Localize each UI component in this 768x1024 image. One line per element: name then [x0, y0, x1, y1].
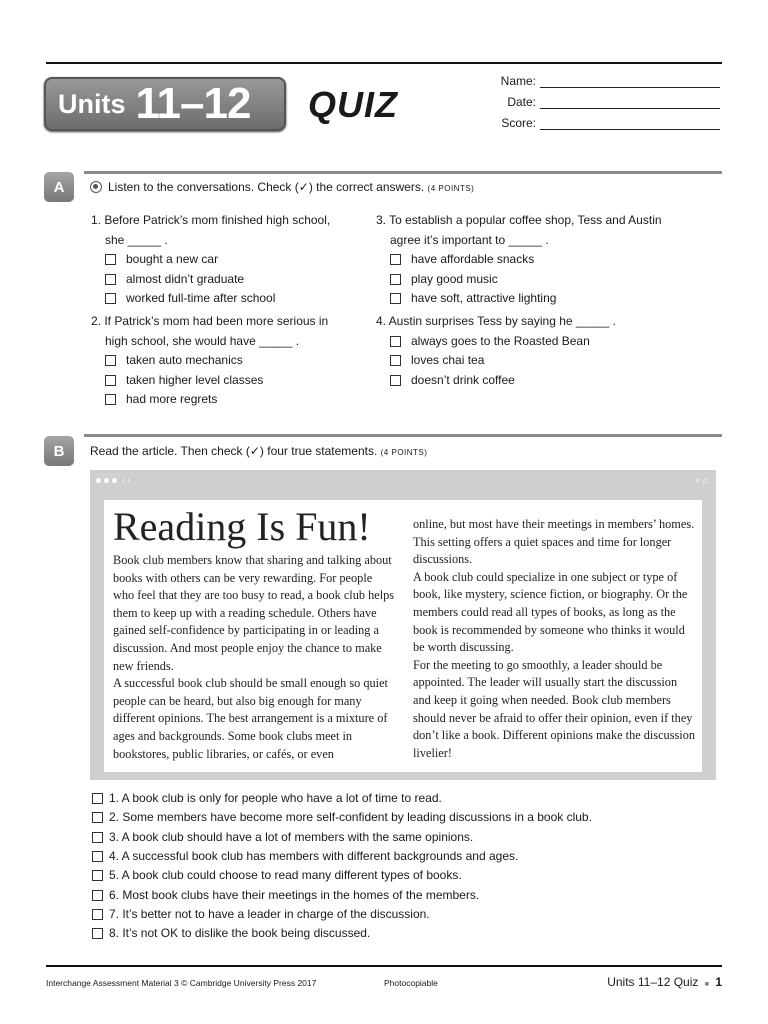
- checkbox[interactable]: [92, 793, 103, 804]
- checkbox[interactable]: [390, 375, 401, 386]
- statement-1[interactable]: [92, 791, 442, 805]
- question-4-option-a[interactable]: [376, 332, 616, 352]
- checkbox[interactable]: [105, 375, 116, 386]
- section-a-instruction-text: Listen to the conversations. Check (✓) the correct answers.: [108, 180, 425, 194]
- question-4-option-b[interactable]: [376, 351, 616, 371]
- units-range: 11–12: [135, 79, 251, 128]
- question-3-stem: 3. To establish a popular coffee shop, Tess and Austin: [376, 213, 662, 227]
- statement-text: 4. A successful book club has members with different backgrounds and ages.: [109, 849, 519, 863]
- question-3-stem-cont: agree it’s important to _____ .: [390, 232, 549, 247]
- date-field[interactable]: [470, 95, 720, 109]
- footer-photocopiable: Photocopiable: [384, 978, 438, 988]
- footer-rule: [46, 965, 722, 967]
- option-label: play good music: [411, 271, 498, 286]
- checkbox[interactable]: [390, 274, 401, 285]
- statement-text: 1. A book club is only for people who have a lot of time to read.: [109, 791, 442, 805]
- checkbox[interactable]: [92, 890, 103, 901]
- score-line[interactable]: [540, 117, 720, 130]
- name-label: Name:: [500, 74, 536, 88]
- option-label: have soft, attractive lighting: [411, 291, 557, 305]
- article: [104, 500, 702, 772]
- section-a-points: (4 POINTS): [427, 184, 475, 193]
- article-title: Reading Is Fun!: [113, 504, 371, 549]
- units-word: Units: [58, 88, 126, 119]
- score-field[interactable]: [470, 116, 720, 130]
- checkbox[interactable]: [92, 928, 103, 939]
- section-b-instruction: [90, 444, 427, 458]
- question-4: [376, 312, 616, 390]
- question-1-stem-cont: she _____ .: [105, 232, 168, 247]
- article-paragraph: A book club could specialize in one subject or type of book, like mystery, science fiction, or biography. Or the members could read all types of books, as long as the book is recommended by someone who thinks it would be worth discussing.: [413, 569, 688, 655]
- browser-toolbar: [90, 470, 716, 490]
- section-a-badge: A: [44, 172, 74, 202]
- top-rule: [46, 62, 722, 64]
- section-b-rule: [84, 434, 722, 437]
- option-label: had more regrets: [126, 392, 218, 406]
- question-2-stem-cont: high school, she would have _____ .: [105, 333, 300, 348]
- score-label: Score:: [501, 116, 536, 130]
- section-b-badge: B: [44, 436, 74, 466]
- option-label: bought a new car: [126, 252, 219, 266]
- article-paragraph: online, but most have their meetings in members’ homes. This setting offers a quiet spaces and time for longer discussions.: [413, 517, 695, 567]
- statement-6[interactable]: [92, 888, 479, 902]
- checkbox[interactable]: [92, 851, 103, 862]
- page-label: Units 11–12 Quiz: [607, 975, 699, 989]
- statement-text: 8. It’s not OK to dislike the book being discussed.: [109, 926, 371, 940]
- article-browser-frame: [90, 470, 716, 780]
- question-1-stem: 1. Before Patrick’s mom finished high school,: [91, 213, 331, 227]
- statement-text: 3. A book club should have a lot of members with the same opinions.: [109, 830, 474, 844]
- question-2: [91, 312, 328, 410]
- date-line[interactable]: [540, 96, 720, 109]
- statement-8[interactable]: [92, 926, 370, 940]
- statement-2[interactable]: [92, 810, 592, 824]
- back-forward-icon: ‹ ›: [122, 475, 131, 485]
- question-1-option-a[interactable]: [91, 250, 330, 270]
- question-4-option-c[interactable]: [376, 371, 616, 391]
- audio-icon[interactable]: [90, 181, 102, 193]
- option-label: taken auto mechanics: [126, 353, 243, 367]
- date-label: Date:: [507, 95, 536, 109]
- question-1-option-c[interactable]: [91, 289, 330, 309]
- page-number: 1: [715, 975, 722, 989]
- quiz-title: QUIZ: [308, 84, 398, 125]
- option-label: almost didn’t graduate: [126, 271, 245, 286]
- checkbox[interactable]: [390, 355, 401, 366]
- article-paragraph: For the meeting to go smoothly, a leader should be appointed. The leader will usually start the discussion and keep it going when needed. Book club members should never be afraid to offer their opinion, even if they don’t like a book. Different opinions make the discussion livelier!: [413, 657, 695, 760]
- statement-text: 7. It’s better not to have a leader in charge of the discussion.: [109, 907, 430, 921]
- question-1: [91, 211, 330, 309]
- section-a-instruction: [90, 180, 474, 194]
- statement-text: 5. A book club could choose to read many different types of books.: [109, 868, 462, 882]
- statement-text: 2. Some members have become more self-confident by leading discussions in a book club.: [109, 810, 592, 824]
- option-label: always goes to the Roasted Bean: [411, 333, 590, 348]
- checkbox[interactable]: [105, 274, 116, 285]
- question-3: [376, 211, 662, 309]
- article-paragraph: A successful book club should be small enough so quiet people can be heard, but also big enough for many different opinions. The best arrangement is a mixture of ages and backgrounds. Some book clubs meet in bookstores, public libraries, or cafés, or even: [113, 676, 388, 761]
- checkbox[interactable]: [92, 909, 103, 920]
- section-a-rule: [84, 171, 722, 174]
- option-label: have affordable snacks: [411, 252, 535, 266]
- checkbox[interactable]: [92, 870, 103, 881]
- question-2-option-b[interactable]: [91, 371, 328, 391]
- checkbox[interactable]: [390, 293, 401, 304]
- units-badge: [44, 77, 286, 131]
- question-3-option-b[interactable]: [376, 270, 662, 290]
- statement-text: 6. Most book clubs have their meetings in the homes of the members.: [109, 888, 480, 902]
- option-label: taken higher level classes: [126, 372, 264, 387]
- checkbox[interactable]: [92, 832, 103, 843]
- section-b-points: (4 POINTS): [380, 448, 428, 457]
- checkbox[interactable]: [105, 394, 116, 405]
- window-dot-icon: [104, 478, 109, 483]
- question-2-stem: 2. If Patrick’s mom had been more serious in: [91, 314, 329, 328]
- statement-7[interactable]: [92, 907, 430, 921]
- question-2-option-c[interactable]: [91, 390, 328, 410]
- question-1-option-b[interactable]: [91, 270, 330, 290]
- name-field[interactable]: [470, 74, 720, 88]
- checkbox[interactable]: [105, 355, 116, 366]
- section-b-instruction-text: Read the article. Then check (✓) four true statements.: [90, 444, 378, 458]
- separator-icon: ■: [704, 981, 709, 988]
- option-label: worked full-time after school: [126, 291, 276, 305]
- checkbox[interactable]: [390, 254, 401, 265]
- checkbox[interactable]: [390, 336, 401, 347]
- statement-5[interactable]: [92, 868, 462, 882]
- question-3-option-a[interactable]: [376, 250, 662, 270]
- footer-page-label: [607, 975, 722, 989]
- question-2-option-a[interactable]: [91, 351, 328, 371]
- question-3-option-c[interactable]: [376, 289, 662, 309]
- article-column-2: [413, 516, 697, 762]
- checkbox[interactable]: [105, 254, 116, 265]
- window-dot-icon: [112, 478, 117, 483]
- option-label: loves chai tea: [411, 353, 485, 367]
- footer-copyright: Interchange Assessment Material 3 © Cambridge University Press 2017: [46, 978, 317, 988]
- name-line[interactable]: [540, 75, 720, 88]
- article-paragraph: Book club members know that sharing and talking about books with others can be very rewarding. For people who feel that they are too busy to read, a book club helps them to keep up with a reading schedule. Others have gained self-confidence by participating in or leading a discussion. And most people enjoy the chance to make new friends.: [113, 553, 395, 673]
- statement-3[interactable]: [92, 830, 473, 844]
- article-column-1: [113, 552, 395, 763]
- search-home-icon: ⌕ ⌂: [695, 474, 708, 485]
- statement-4[interactable]: [92, 849, 518, 863]
- checkbox[interactable]: [92, 812, 103, 823]
- window-dot-icon: [96, 478, 101, 483]
- checkbox[interactable]: [105, 293, 116, 304]
- option-label: doesn’t drink coffee: [411, 372, 515, 387]
- question-4-stem: 4. Austin surprises Tess by saying he _____ .: [376, 314, 616, 328]
